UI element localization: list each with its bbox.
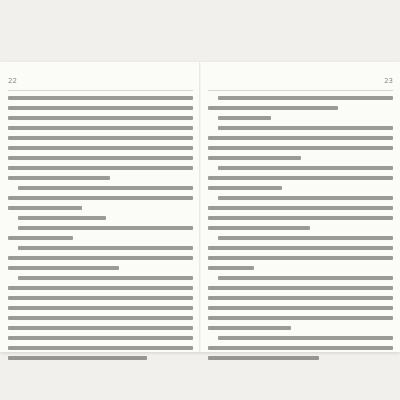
text-line (208, 176, 393, 180)
text-line (8, 326, 193, 330)
text-line (208, 106, 338, 110)
text-line (208, 216, 393, 220)
text-line (18, 226, 193, 230)
text-line (218, 196, 393, 200)
text-line (8, 166, 193, 170)
text-line (8, 266, 119, 270)
text-line (18, 276, 193, 280)
text-line (8, 236, 73, 240)
paragraph (8, 226, 193, 240)
text-line (8, 286, 193, 290)
text-line (208, 156, 301, 160)
book-gutter (199, 62, 201, 352)
text-line (208, 146, 393, 150)
text-line (8, 146, 193, 150)
text-line (8, 116, 193, 120)
text-line (208, 226, 310, 230)
right-page (208, 62, 393, 352)
text-line (8, 336, 193, 340)
paragraph (8, 186, 193, 210)
text-line (208, 286, 393, 290)
text-line (8, 106, 193, 110)
paragraph (8, 96, 193, 180)
paragraph (208, 126, 393, 160)
left-page-body-text (8, 96, 193, 366)
paragraph (208, 116, 393, 120)
text-line (8, 316, 193, 320)
text-line (8, 126, 193, 130)
paragraph (8, 276, 193, 360)
text-line (218, 96, 393, 100)
text-line (8, 306, 193, 310)
text-line (218, 126, 393, 130)
right-page-body-text (208, 96, 393, 366)
text-line (218, 236, 393, 240)
text-line (8, 196, 193, 200)
text-line (218, 116, 271, 120)
text-line (208, 136, 393, 140)
text-line (208, 206, 393, 210)
text-line (208, 326, 291, 330)
paragraph (208, 96, 393, 110)
text-line (8, 156, 193, 160)
paragraph (208, 276, 393, 330)
left-running-header (8, 76, 193, 86)
text-line (8, 136, 193, 140)
text-line (8, 346, 193, 350)
text-line (8, 206, 82, 210)
text-line (8, 256, 193, 260)
text-line (218, 276, 393, 280)
text-line (8, 176, 110, 180)
text-line (208, 306, 393, 310)
text-line (8, 96, 193, 100)
text-line (208, 296, 393, 300)
text-line (208, 266, 254, 270)
text-line (18, 186, 193, 190)
text-line (208, 316, 393, 320)
right-running-header (208, 76, 393, 86)
paragraph (8, 246, 193, 270)
text-line (208, 186, 282, 190)
left-header-rule (8, 90, 193, 91)
paragraph (208, 236, 393, 270)
left-page (8, 62, 193, 352)
paragraph (208, 166, 393, 190)
paragraph (208, 196, 393, 230)
right-header-rule (208, 90, 393, 91)
text-line (218, 166, 393, 170)
text-line (18, 246, 193, 250)
text-line (208, 346, 393, 350)
book-spread (0, 62, 400, 352)
left-page-number: 22 (8, 77, 17, 85)
right-page-number: 23 (384, 77, 393, 85)
text-line (218, 336, 393, 340)
paragraph (208, 336, 393, 360)
text-line (208, 256, 393, 260)
text-line (208, 246, 393, 250)
text-line (208, 356, 319, 360)
text-line (8, 296, 193, 300)
text-line (8, 356, 147, 360)
paragraph (8, 216, 193, 220)
text-line (18, 216, 106, 220)
